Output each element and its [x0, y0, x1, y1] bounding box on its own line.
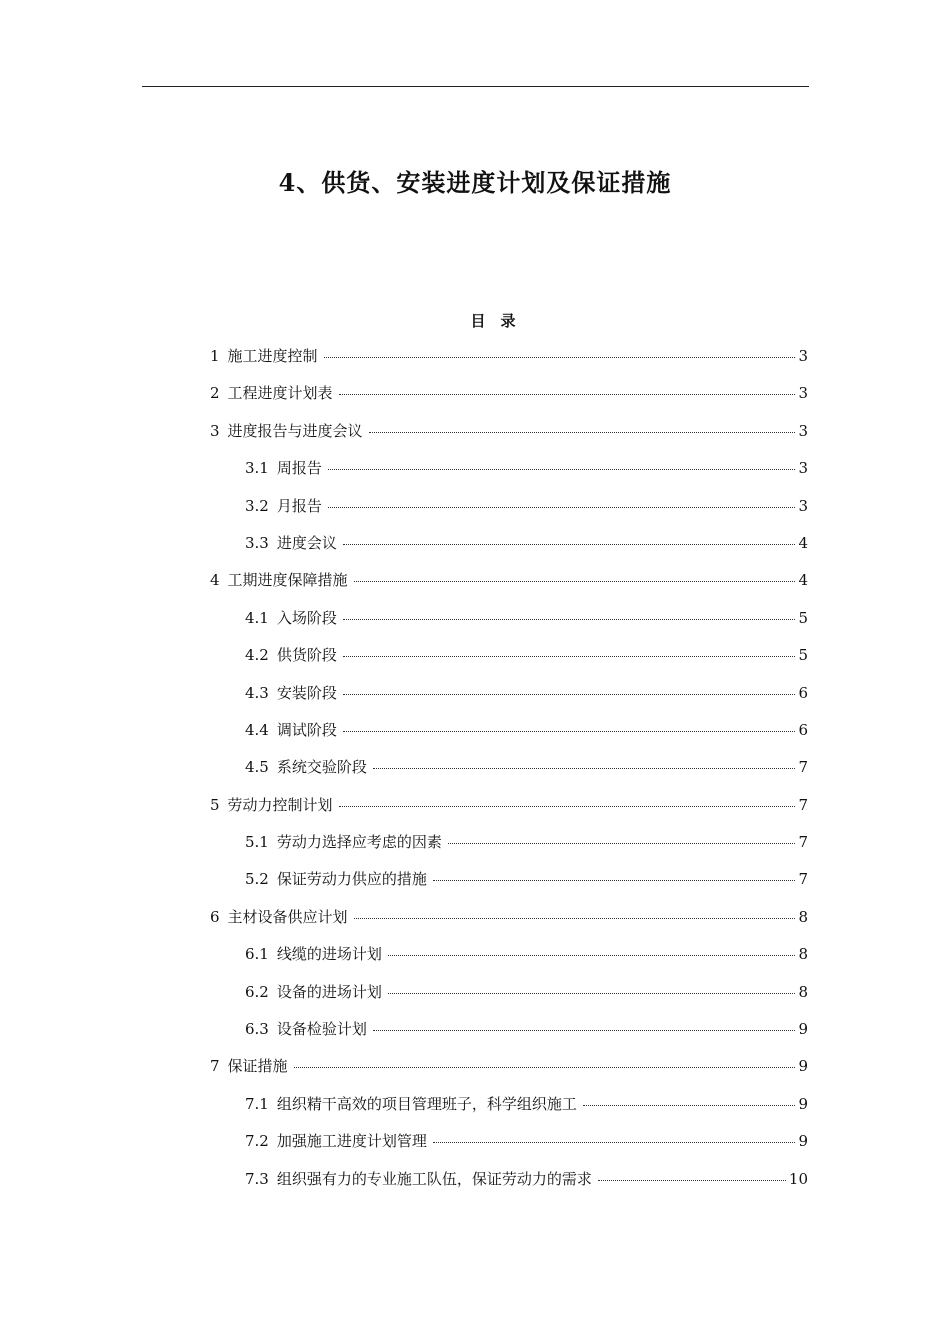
toc-entry-title: 线缆的进场计划	[276, 945, 382, 964]
toc-entry-title: 进度会议	[276, 533, 337, 552]
toc-entry-page: 4	[798, 571, 808, 590]
toc-dot-leader	[339, 394, 796, 395]
toc-dot-leader	[328, 507, 796, 508]
toc-entry-page: 7	[798, 758, 808, 777]
header-rule	[142, 86, 809, 87]
toc-entry-number: 7.2	[245, 1132, 269, 1151]
toc-entry-number: 6	[210, 907, 220, 926]
toc-entry[interactable]	[210, 457, 808, 494]
toc-entry[interactable]	[210, 569, 808, 606]
toc-dot-leader	[433, 880, 796, 881]
toc-entry-title: 加强施工进度计划管理	[276, 1132, 427, 1151]
toc-entry-page: 6	[798, 683, 808, 702]
toc-entry[interactable]	[210, 682, 808, 719]
toc-dot-leader	[343, 694, 796, 695]
toc-entry-title: 周报告	[276, 459, 322, 478]
toc-dot-leader	[369, 432, 796, 433]
toc-entry-number: 2	[210, 384, 220, 403]
toc-entry-title: 调试阶段	[276, 720, 337, 739]
toc-entry[interactable]	[210, 1093, 808, 1130]
toc-entry[interactable]	[210, 831, 808, 868]
toc-entry-number: 4.5	[245, 758, 269, 777]
toc-entry[interactable]	[210, 943, 808, 980]
toc-entry-title: 月报告	[276, 496, 322, 515]
toc-entry-title: 组织精干高效的项目管理班子，科学组织施工	[276, 1094, 577, 1113]
toc-entry-title: 保证劳动力供应的措施	[276, 870, 427, 889]
toc-entry-number: 4.2	[245, 646, 269, 665]
toc-entry-number: 5.1	[245, 833, 269, 852]
toc-entry[interactable]	[210, 756, 808, 793]
toc-entry-title: 入场阶段	[276, 608, 337, 627]
toc-entry[interactable]	[210, 1168, 808, 1205]
toc-entry-page: 4	[798, 533, 808, 552]
toc-entry-page: 3	[798, 421, 808, 440]
toc-entry[interactable]	[210, 794, 808, 831]
toc-dot-leader	[448, 843, 796, 844]
toc-entry-page: 7	[798, 870, 808, 889]
toc-entry-number: 3.2	[245, 496, 269, 515]
toc-dot-leader	[294, 1067, 796, 1068]
toc-dot-leader	[343, 544, 796, 545]
toc-entry-title: 劳动力选择应考虑的因素	[276, 833, 442, 852]
toc-dot-leader	[343, 619, 796, 620]
toc-entry-page: 7	[798, 795, 808, 814]
toc-entry-title: 施工进度控制	[227, 347, 318, 365]
toc-dot-leader	[583, 1105, 796, 1106]
toc-entry-number: 7.3	[245, 1169, 269, 1188]
toc-entry-title: 系统交验阶段	[276, 758, 367, 777]
toc-entry-page: 10	[788, 1169, 808, 1188]
toc-entry-number: 4.1	[245, 608, 269, 627]
toc-entry-title: 安装阶段	[276, 683, 337, 702]
toc-entry-title: 设备的进场计划	[276, 982, 382, 1001]
toc-entry-title: 工期进度保障措施	[227, 571, 348, 590]
toc-entry[interactable]	[210, 906, 808, 943]
toc-entry[interactable]	[210, 1055, 808, 1092]
toc-dot-leader	[373, 1030, 796, 1031]
toc-entry-page: 9	[798, 1094, 808, 1113]
toc-dot-leader	[324, 357, 796, 358]
toc-entry-page: 3	[798, 459, 808, 478]
toc-entry-number: 3	[210, 421, 220, 440]
toc-dot-leader	[343, 656, 796, 657]
toc-entry[interactable]	[210, 495, 808, 532]
toc-entry-title: 工程进度计划表	[227, 384, 333, 403]
toc-entry-page: 9	[798, 1057, 808, 1076]
document-title: 4、供货、安装进度计划及保证措施	[278, 168, 672, 197]
toc-dot-leader	[388, 993, 796, 994]
toc-entry-title: 主材设备供应计划	[227, 907, 348, 926]
toc-entry-number: 6.3	[245, 1020, 269, 1039]
toc-entry-number: 3.3	[245, 533, 269, 552]
toc-dot-leader	[354, 581, 796, 582]
toc-entry-number: 6.2	[245, 982, 269, 1001]
toc-entry-number: 6.1	[245, 945, 269, 964]
toc-entry-page: 7	[798, 833, 808, 852]
toc-entry[interactable]	[210, 981, 808, 1018]
toc-entry-page: 3	[798, 384, 808, 403]
toc-dot-leader	[339, 806, 796, 807]
toc-entry-number: 4.4	[245, 720, 269, 739]
toc-entry-title: 设备检验计划	[276, 1020, 367, 1039]
toc-dot-leader	[328, 469, 796, 470]
toc-entry-title: 组织强有力的专业施工队伍，保证劳动力的需求	[276, 1169, 592, 1188]
toc-dot-leader	[354, 918, 796, 919]
toc-entry[interactable]	[210, 345, 808, 382]
toc-dot-leader	[388, 955, 796, 956]
toc-entry[interactable]	[210, 1018, 808, 1055]
toc-entry-page: 9	[798, 1132, 808, 1151]
toc-entry-page: 8	[798, 945, 808, 964]
toc-entry[interactable]	[210, 1130, 808, 1167]
toc-entry-number: 7	[210, 1057, 220, 1076]
toc-entry-number: 3.1	[245, 459, 269, 478]
toc-entry-page: 8	[798, 982, 808, 1001]
toc-entry-page: 6	[798, 720, 808, 739]
toc-dot-leader	[598, 1180, 786, 1181]
toc-entry-number: 1	[210, 347, 220, 365]
toc-entry[interactable]	[210, 532, 808, 569]
toc-entry-page: 5	[798, 608, 808, 627]
toc-entry-title: 劳动力控制计划	[227, 795, 333, 814]
toc-entry[interactable]	[210, 607, 808, 644]
toc-entry-number: 4.3	[245, 683, 269, 702]
toc-entry[interactable]	[210, 719, 808, 756]
toc-entry-number: 5.2	[245, 870, 269, 889]
toc-entry-page: 5	[798, 646, 808, 665]
toc-entry-number: 7.1	[245, 1094, 269, 1113]
toc-entry-number: 4	[210, 571, 220, 590]
toc-dot-leader	[343, 731, 796, 732]
toc-entry-page: 3	[798, 347, 808, 365]
toc-entry[interactable]	[210, 382, 808, 419]
table-of-contents	[210, 345, 808, 1205]
toc-entry-title: 供货阶段	[276, 646, 337, 665]
toc-entry-title: 保证措施	[227, 1057, 288, 1076]
toc-entry-title: 进度报告与进度会议	[227, 421, 363, 440]
toc-entry-page: 8	[798, 907, 808, 926]
toc-entry[interactable]	[210, 868, 808, 905]
toc-entry-page: 3	[798, 496, 808, 515]
toc-entry-number: 5	[210, 795, 220, 814]
toc-entry[interactable]	[210, 420, 808, 457]
toc-heading: 目 录	[470, 312, 516, 330]
toc-entry-page: 9	[798, 1020, 808, 1039]
toc-dot-leader	[373, 768, 796, 769]
toc-entry[interactable]	[210, 644, 808, 681]
toc-dot-leader	[433, 1142, 796, 1143]
